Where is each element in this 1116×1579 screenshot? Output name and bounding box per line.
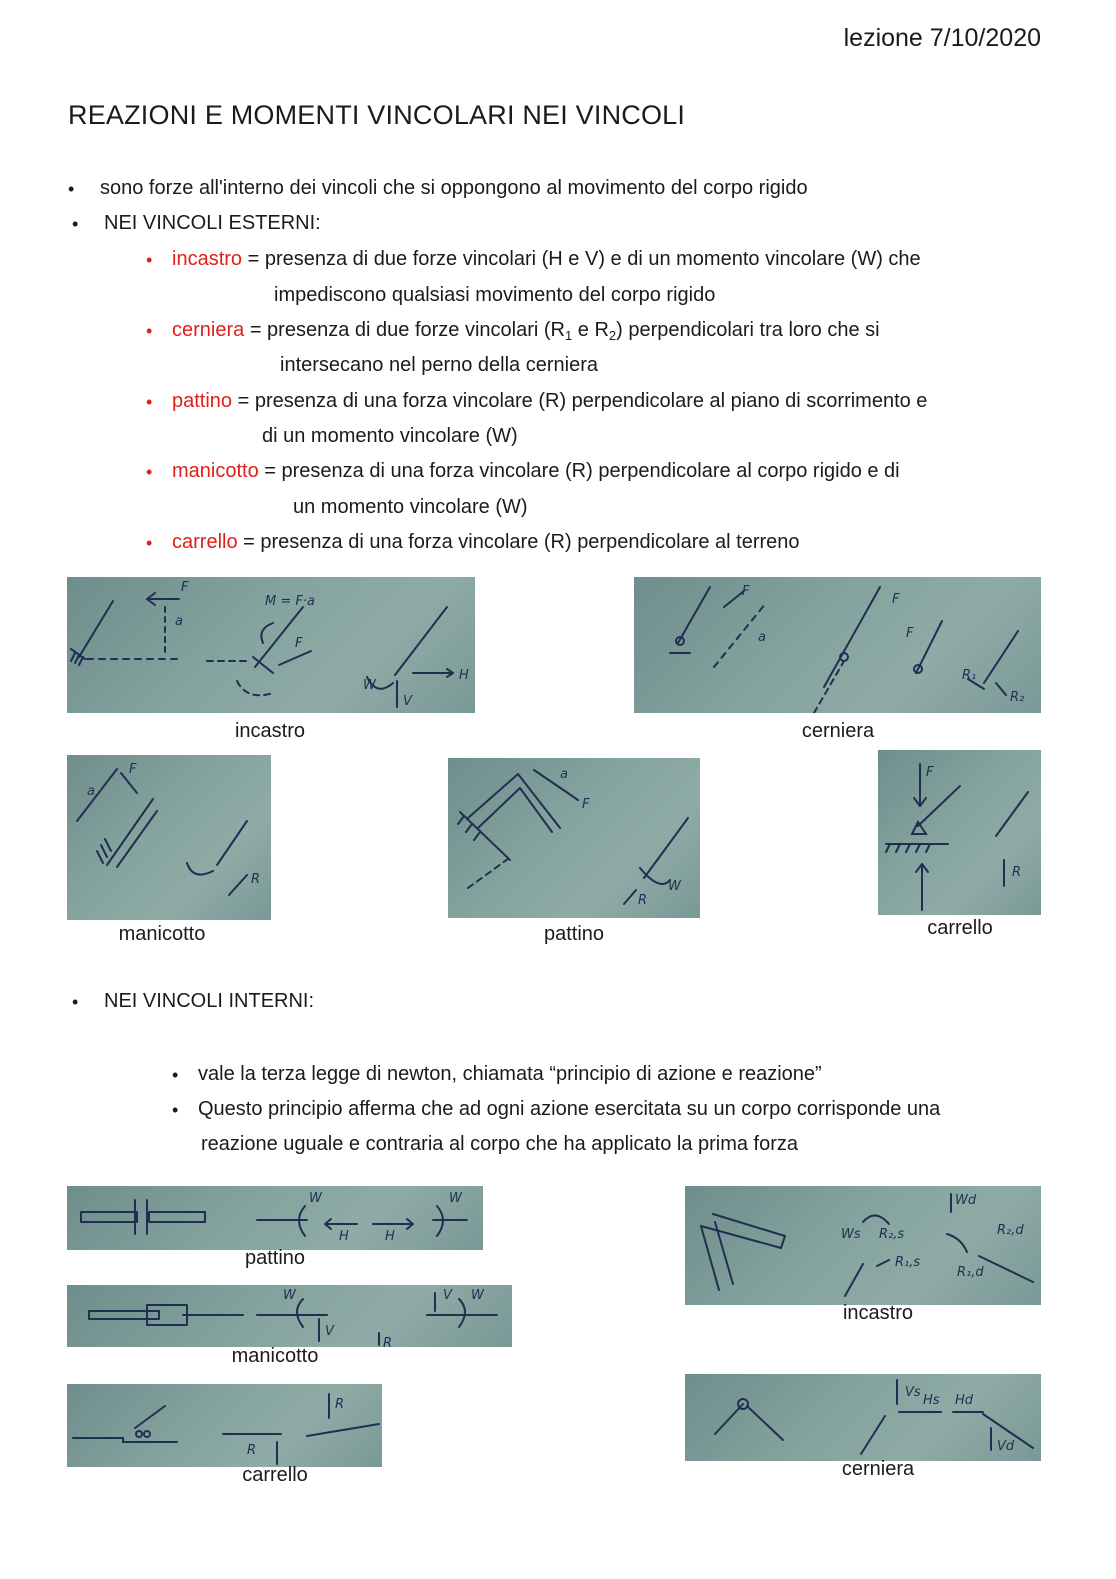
sketch-stroke xyxy=(466,824,472,832)
photo-cerniera-sketch xyxy=(634,577,1041,713)
definition-text: ) perpendicolari tra loro che si xyxy=(616,319,880,341)
sketch-stroke xyxy=(149,1212,205,1222)
sketch-stroke xyxy=(261,623,273,643)
internal-point-2-continuation: reazione uguale e contraria al corpo che ha applicato la prima forza xyxy=(201,1133,799,1155)
sketch-stroke xyxy=(144,1431,150,1437)
caption-internal-cerniera: cerniera xyxy=(841,1458,915,1480)
sketch-stroke xyxy=(918,786,960,826)
definition-continuation: intersecano nel perno della cerniera xyxy=(280,354,598,376)
photo-internal-cerniera-sketch xyxy=(685,1374,1041,1461)
sketch-stroke xyxy=(886,844,890,852)
sketch-label: W xyxy=(668,879,681,894)
definition-continuation: impediscono qualsiasi movimento del corpo rigido xyxy=(274,284,716,306)
bullet-icon: • xyxy=(68,179,75,199)
intro-text: sono forze all'interno dei vincoli che si oppongono al movimento del corpo rigido xyxy=(100,177,808,199)
sketch-stroke xyxy=(863,1215,889,1224)
sketch-label: H xyxy=(339,1229,349,1244)
sketch-stroke xyxy=(996,792,1028,836)
sketch-label: Wd xyxy=(955,1193,977,1208)
definition-text: = presenza di una forza vincolare (R) perpendicolare al terreno xyxy=(237,531,800,553)
sketch-stroke xyxy=(996,683,1006,695)
sketch-label: Hd xyxy=(955,1393,974,1408)
internal-point-1: vale la terza legge di newton, chiamata “principio di azione e reazione” xyxy=(198,1063,822,1085)
sketch-stroke xyxy=(75,655,79,663)
sketch-label: F xyxy=(181,580,189,595)
internal-point-2: Questo principio afferma che ad ogni azione esercitata su un corpo corrisponde una xyxy=(198,1098,941,1120)
caption-pattino: pattino xyxy=(543,923,605,945)
sketch-stroke xyxy=(724,591,744,607)
photo-pattino-sketch xyxy=(448,758,700,918)
caption-carrello: carrello xyxy=(927,917,993,939)
sketch-stroke xyxy=(468,774,560,828)
caption-manicotto: manicotto xyxy=(118,923,206,945)
sketch-stroke xyxy=(79,601,113,657)
caption-internal-manicotto: manicotto xyxy=(231,1345,319,1367)
sketch-stroke xyxy=(979,1256,1033,1282)
sketch-label: F xyxy=(295,636,303,651)
sketch-stroke xyxy=(824,587,880,687)
sketch-stroke xyxy=(678,587,710,643)
term-carrello: carrello xyxy=(172,531,238,553)
caption-cerniera: cerniera xyxy=(801,720,875,742)
sketch-stroke xyxy=(861,1416,885,1454)
sketch-stroke xyxy=(478,788,552,832)
sketch-stroke xyxy=(715,1404,743,1434)
internal-heading: NEI VINCOLI INTERNI: xyxy=(104,990,315,1012)
definition-text: = presenza di una forza vincolare (R) perpendicolare al corpo rigido e di xyxy=(258,460,900,482)
sketch-stroke xyxy=(926,844,930,852)
sketch-label: F xyxy=(742,584,750,599)
sketch-label: R₂,s xyxy=(879,1227,905,1242)
term-incastro: incastro xyxy=(172,248,243,270)
term-pattino: pattino xyxy=(172,390,233,412)
definition-text: e R xyxy=(572,319,609,341)
sketch-label: a xyxy=(87,784,95,799)
sketch-label: F xyxy=(582,797,590,812)
bullet-icon: • xyxy=(146,250,153,270)
definition-cerniera xyxy=(172,317,880,343)
sketch-label: F xyxy=(906,626,914,641)
sketch-stroke xyxy=(105,839,111,851)
sketch-stroke xyxy=(107,799,153,865)
bullet-icon: • xyxy=(146,321,153,341)
page-title: REAZIONI E MOMENTI VINCOLARI NEI VINCOLI xyxy=(68,100,686,130)
sketch-label: R xyxy=(247,1443,257,1458)
sketch-stroke xyxy=(984,631,1018,683)
photo-incastro-sketch xyxy=(67,577,475,713)
photo-internal-carrello-sketch xyxy=(67,1384,382,1467)
sketch-label: F xyxy=(129,762,137,777)
sketch-stroke xyxy=(459,1299,465,1327)
sketch-stroke xyxy=(136,1431,142,1437)
external-heading: NEI VINCOLI ESTERNI: xyxy=(104,212,321,234)
sketch-stroke xyxy=(79,657,83,665)
sketch-stroke xyxy=(117,811,157,867)
sketch-label: R₁,s xyxy=(895,1255,921,1270)
sketch-label: V xyxy=(325,1324,334,1339)
sketch-label: Vs xyxy=(905,1385,921,1400)
sketch-stroke xyxy=(307,1424,379,1436)
sketch-stroke xyxy=(217,821,247,865)
sketch-label: R xyxy=(335,1397,345,1412)
photo-carrello-sketch xyxy=(878,750,1041,915)
sketch-label: V xyxy=(403,694,412,709)
sketch-stroke xyxy=(877,1260,889,1266)
sketch-label: V xyxy=(443,1288,452,1303)
definition-text: = presenza di due forze vincolari (H e V) e di un momento vincolare (W) che xyxy=(242,248,921,270)
definition-carrello xyxy=(172,529,800,555)
photo-manicotto-sketch xyxy=(67,755,271,920)
definition-continuation: un momento vincolare (W) xyxy=(293,496,528,518)
bullet-icon: • xyxy=(72,214,79,234)
bullet-icon: • xyxy=(172,1100,179,1120)
sketch-label: F xyxy=(926,765,934,780)
definition-continuation: di un momento vincolare (W) xyxy=(262,425,518,447)
sketch-stroke xyxy=(97,851,103,863)
sketch-stroke xyxy=(896,844,900,852)
bullet-icon: • xyxy=(146,462,153,482)
photo-internal-manicotto-sketch xyxy=(67,1285,512,1347)
definition-incastro xyxy=(172,246,921,272)
sketch-stroke xyxy=(458,816,464,824)
sketch-label: a xyxy=(758,630,766,645)
definition-manicotto xyxy=(172,458,900,484)
sketch-stroke xyxy=(747,1406,783,1440)
sketch-label: H xyxy=(385,1229,395,1244)
sketch-stroke xyxy=(279,651,311,665)
sketch-label: Ws xyxy=(841,1227,861,1242)
sketch-label: R xyxy=(251,872,261,887)
sketch-label: R₁ xyxy=(962,668,977,683)
sketch-label: F xyxy=(892,592,900,607)
sketch-label: W xyxy=(363,678,376,693)
caption-internal-pattino: pattino xyxy=(244,1247,306,1269)
sketch-label: R xyxy=(638,893,648,908)
sketch-stroke xyxy=(814,661,844,713)
photo-internal-incastro-sketch xyxy=(685,1186,1041,1305)
sketch-label: R₂,d xyxy=(997,1223,1024,1238)
sketch-label: H xyxy=(459,668,469,683)
sketch-stroke xyxy=(395,607,447,675)
sketch-stroke xyxy=(781,1236,785,1248)
sketch-stroke xyxy=(297,1299,303,1327)
sketch-stroke xyxy=(89,1311,159,1319)
sketch-stroke xyxy=(644,818,688,878)
sketch-label: W xyxy=(449,1191,462,1206)
caption-internal-carrello: carrello xyxy=(242,1464,308,1486)
sketch-label: Vd xyxy=(997,1439,1015,1454)
caption-incastro: incastro xyxy=(234,720,306,742)
sketch-stroke xyxy=(71,653,75,661)
sketch-label: R₂ xyxy=(1010,690,1025,705)
sketch-stroke xyxy=(135,1406,165,1428)
sketch-stroke xyxy=(147,1305,187,1325)
sketch-label: Hs xyxy=(923,1393,940,1408)
sketch-label: W xyxy=(283,1288,296,1303)
caption-internal-incastro: incastro xyxy=(842,1302,914,1324)
lesson-date: lezione 7/10/2020 xyxy=(843,24,1041,52)
definition-text: = presenza di due forze vincolari (R xyxy=(244,319,565,341)
sketch-stroke xyxy=(912,822,926,834)
bullet-icon: • xyxy=(172,1065,179,1085)
sketch-label: R₁,d xyxy=(957,1265,984,1280)
sketch-label: W xyxy=(309,1191,322,1206)
sketch-label: R xyxy=(383,1336,393,1347)
sketch-stroke xyxy=(468,856,512,888)
sketch-stroke xyxy=(81,1212,137,1222)
definition-text: = presenza di una forza vincolare (R) perpendicolare al piano di scorrimento e xyxy=(232,390,928,412)
sketch-label: a xyxy=(560,767,568,782)
term-cerniera: cerniera xyxy=(172,319,245,341)
sketch-label: W xyxy=(471,1288,484,1303)
sketch-stroke xyxy=(474,832,480,840)
subscript: 2 xyxy=(608,328,617,343)
photo-internal-pattino-sketch xyxy=(67,1186,483,1250)
sketch-label: a xyxy=(175,614,183,629)
sketch-stroke xyxy=(77,769,117,821)
sketch-stroke xyxy=(187,863,213,875)
sketch-stroke xyxy=(624,890,636,904)
sketch-label: M = F·a xyxy=(265,594,315,609)
sketch-stroke xyxy=(916,844,920,852)
term-manicotto: manicotto xyxy=(172,460,259,482)
sketch-stroke xyxy=(906,844,910,852)
sketch-stroke xyxy=(947,1234,967,1252)
bullet-icon: • xyxy=(146,533,153,553)
sketch-stroke xyxy=(229,875,247,895)
sketch-stroke xyxy=(701,1226,719,1290)
sketch-stroke xyxy=(845,1264,863,1296)
sketch-stroke xyxy=(460,812,510,860)
sketch-stroke xyxy=(237,681,273,695)
sketch-stroke xyxy=(101,845,107,857)
sketch-stroke xyxy=(534,770,578,800)
bullet-icon: • xyxy=(72,992,79,1012)
sketch-label: R xyxy=(1012,865,1022,880)
definition-pattino xyxy=(172,388,927,414)
sketch-stroke xyxy=(701,1226,781,1248)
bullet-icon: • xyxy=(146,392,153,412)
subscript: 1 xyxy=(564,328,573,343)
